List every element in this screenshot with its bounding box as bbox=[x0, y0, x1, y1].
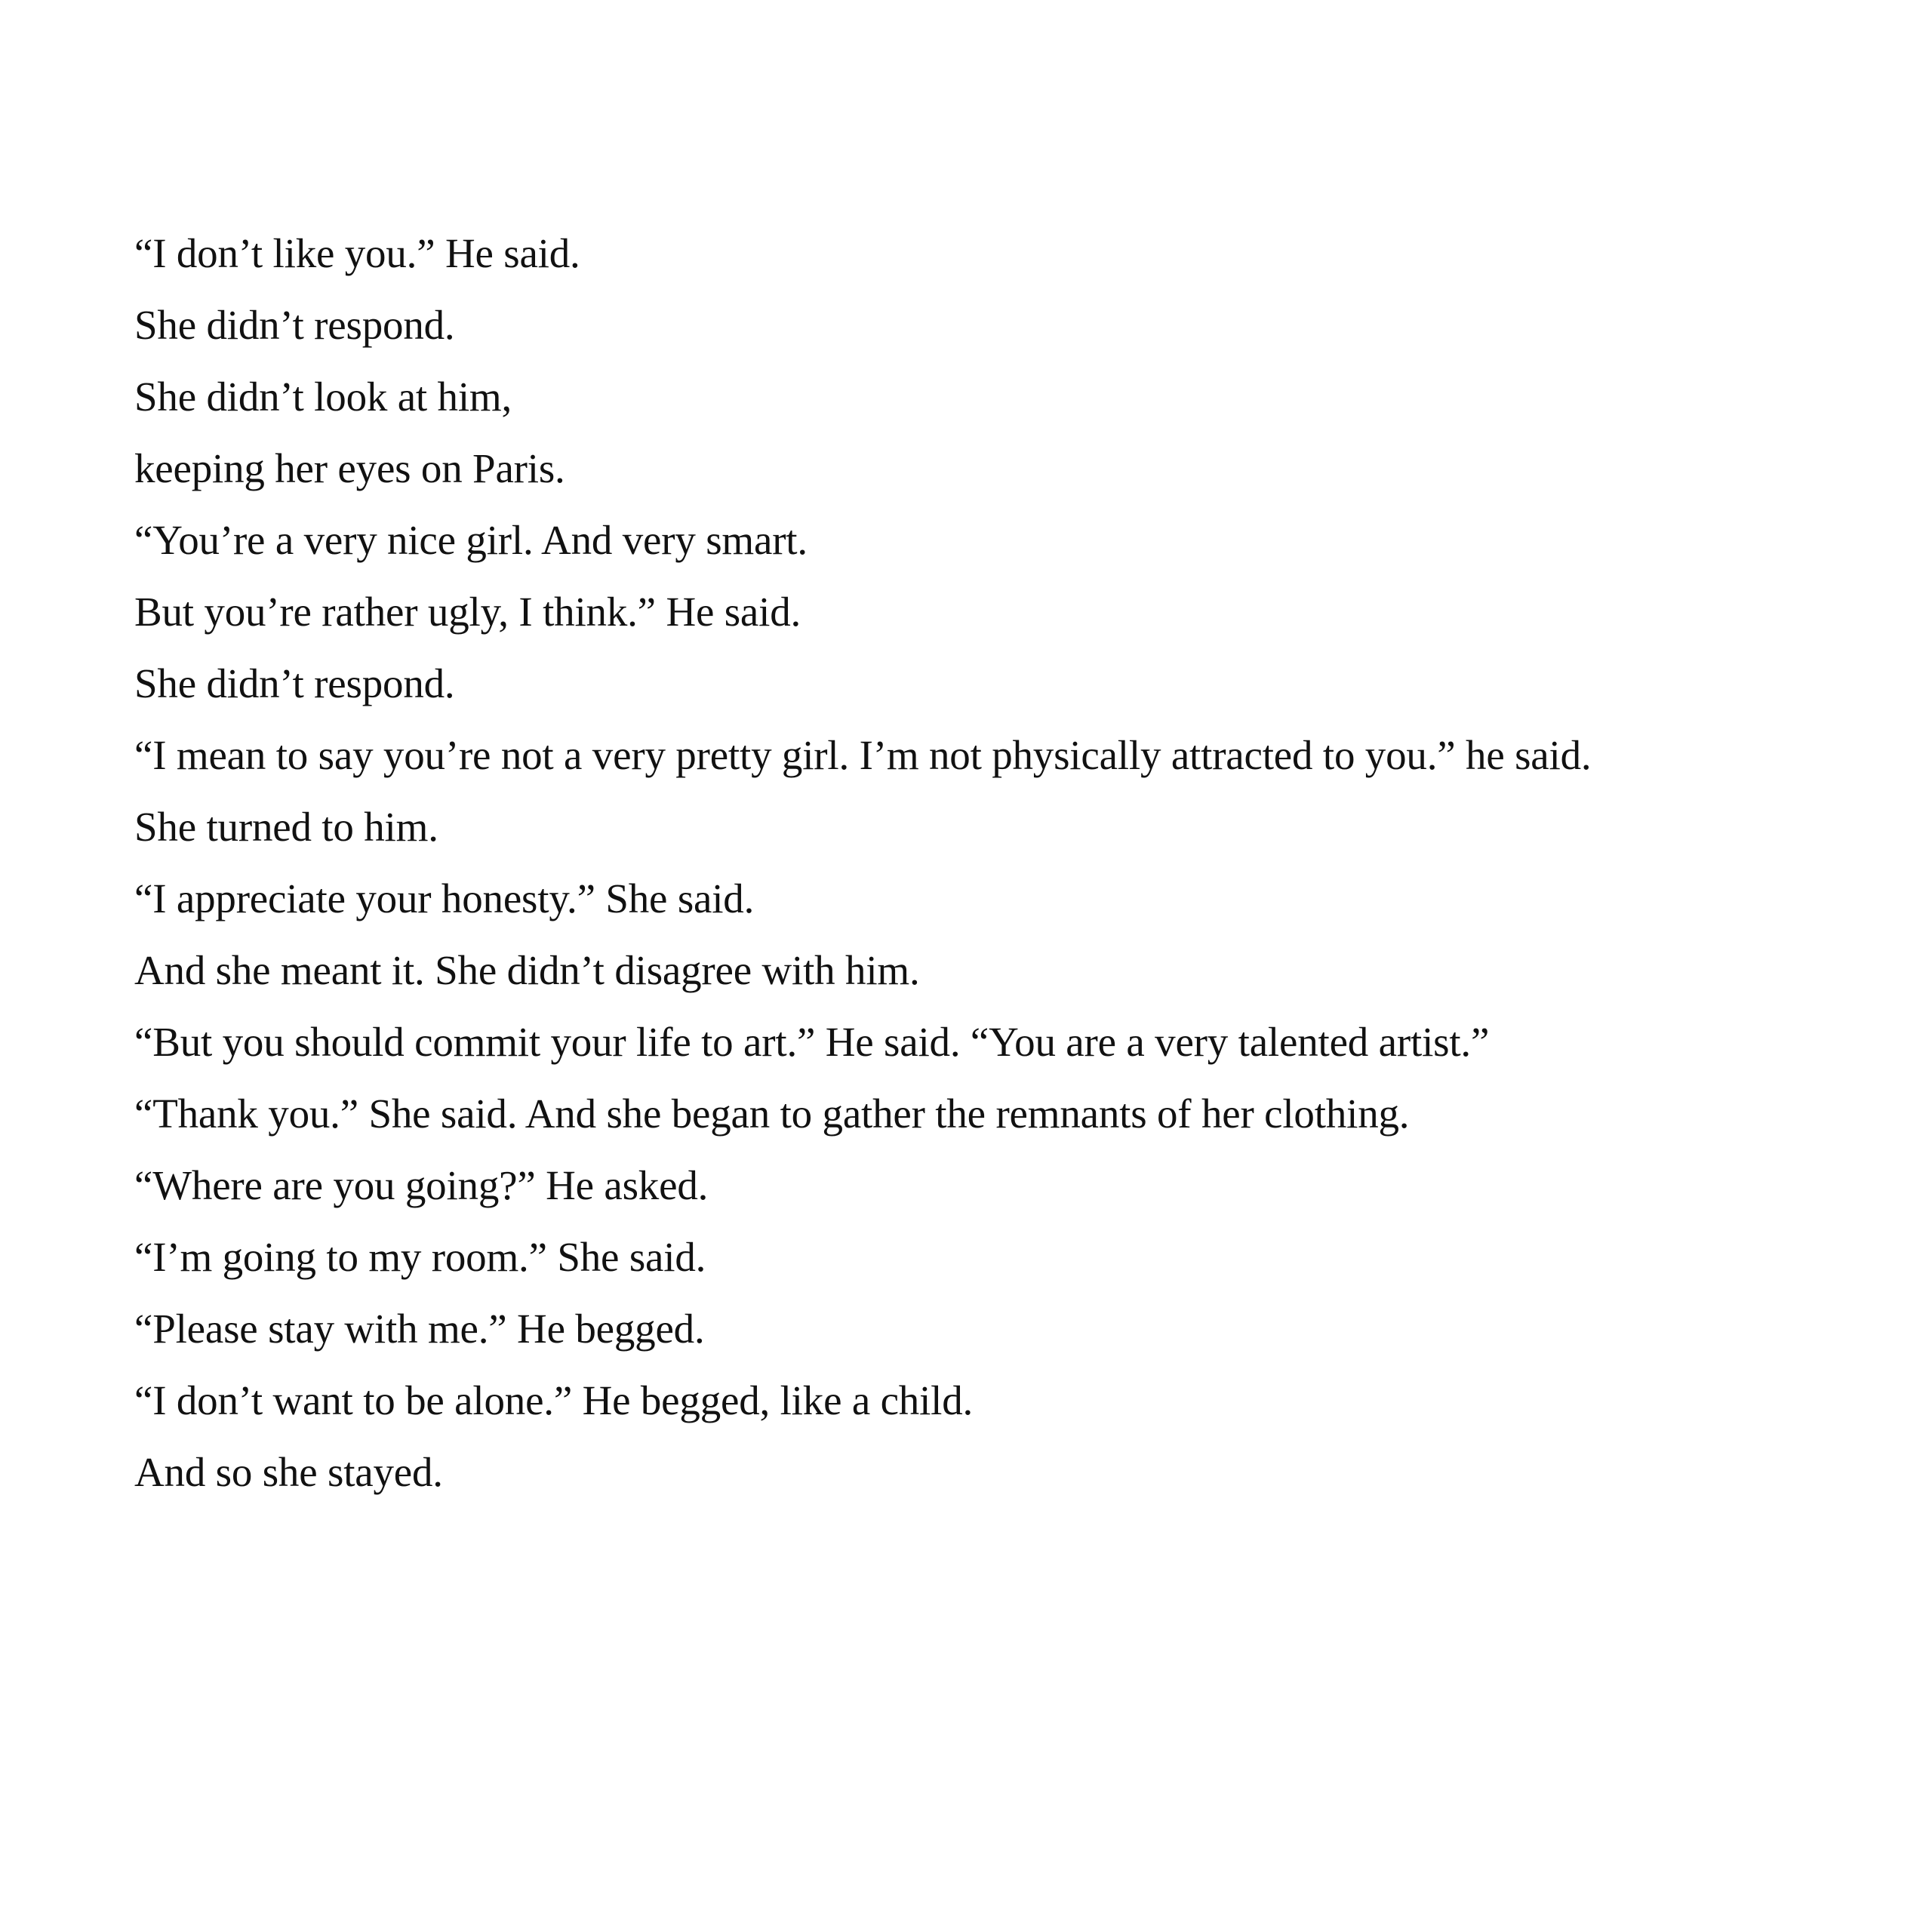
text-line: But you’re rather ugly, I think.” He said. bbox=[134, 589, 801, 635]
text-line: “I’m going to my room.” She said. bbox=[134, 1234, 706, 1280]
text-line: “I appreciate your honesty.” She said. bbox=[134, 875, 755, 921]
text-line: She didn’t look at him, bbox=[134, 374, 512, 420]
text-line: And she meant it. She didn’t disagree with him. bbox=[134, 947, 920, 993]
text-line: “I don’t want to be alone.” He begged, like a child. bbox=[134, 1377, 974, 1423]
text-line: She turned to him. bbox=[134, 804, 438, 850]
text-line: “Where are you going?” He asked. bbox=[134, 1162, 709, 1208]
text-line: “You’re a very nice girl. And very smart. bbox=[134, 517, 808, 563]
text-line: “But you should commit your life to art.” He said. “You are a very talented artist.” bbox=[134, 1019, 1490, 1065]
text-line: “I don’t like you.” He said. bbox=[134, 230, 580, 276]
text-line: “Thank you.” She said. And she began to gather the remnants of her clothing. bbox=[134, 1091, 1410, 1137]
text-line: She didn’t respond. bbox=[134, 660, 455, 706]
poem-text bbox=[134, 217, 1870, 1508]
text-line: And so she stayed. bbox=[134, 1449, 443, 1495]
text-line: “Please stay with me.” He begged. bbox=[134, 1306, 705, 1352]
text-line: “I mean to say you’re not a very pretty girl. I’m not physically attracted to you.” he said. bbox=[134, 732, 1592, 778]
text-line: keeping her eyes on Paris. bbox=[134, 445, 565, 491]
text-line: She didn’t respond. bbox=[134, 302, 455, 348]
